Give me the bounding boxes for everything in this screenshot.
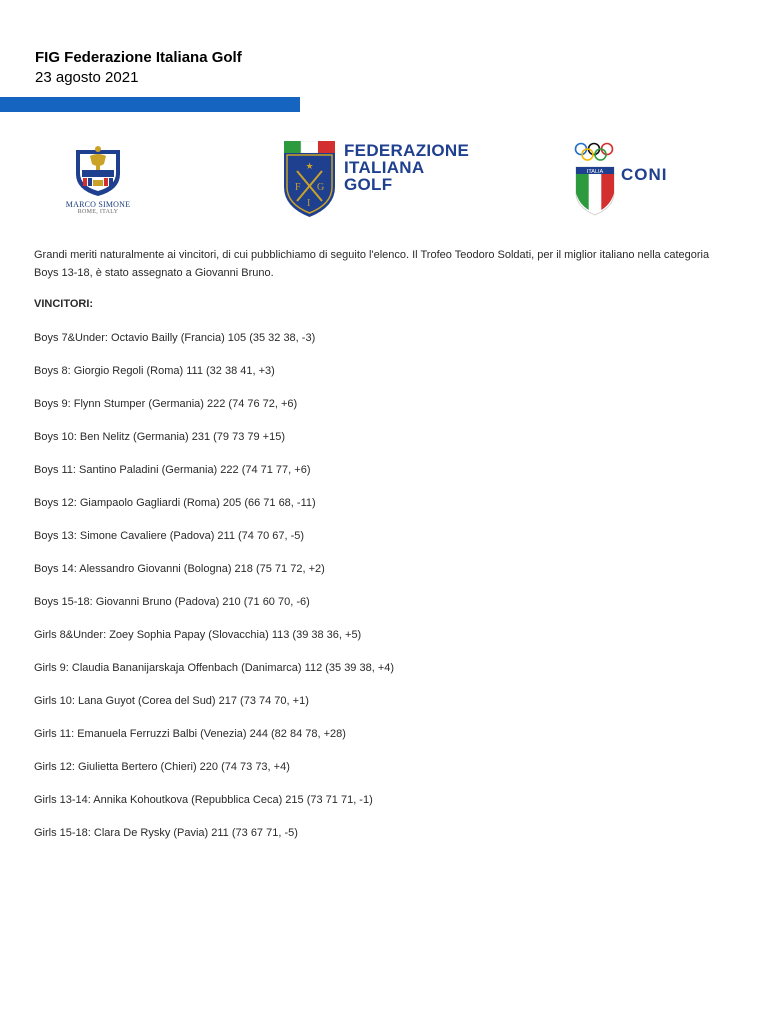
- list-item: Boys 7&Under: Octavio Bailly (Francia) 105 (35 32 38, -3): [34, 332, 316, 344]
- ryder-cup-location: ROME, ITALY: [77, 209, 119, 215]
- fig-wordmark-line2: ITALIANA: [344, 158, 425, 177]
- header-accent-bar: [0, 97, 300, 112]
- list-item: Girls 15-18: Clara De Rysky (Pavia) 211 (73 67 71, -5): [34, 827, 298, 839]
- list-item: Girls 13-14: Annika Kohoutkova (Repubblica Ceca) 215 (73 71 71, -1): [34, 794, 373, 806]
- svg-text:F: F: [295, 182, 301, 193]
- fig-wordmark-line3: GOLF: [344, 175, 393, 194]
- list-item: Boys 12: Giampaolo Gagliardi (Roma) 205 (66 71 68, -11): [34, 497, 316, 509]
- ryder-cup-venue: MARCO SIMONE: [65, 200, 131, 209]
- svg-text:G: G: [317, 182, 325, 193]
- list-item: Boys 13: Simone Cavaliere (Padova) 211 (74 70 67, -5): [34, 530, 305, 542]
- intro-paragraph: Grandi meriti naturalmente ai vincitori, di cui pubblichiamo di seguito l'elenco. Il Trofeo Teodoro Soldati, per il miglior italiano nella categoria Boys 13-18, è stato assegnato a Giovanni Bruno.: [34, 249, 710, 279]
- list-item: Boys 8: Giorgio Regoli (Roma) 111 (32 38 41, +3): [34, 365, 275, 377]
- svg-text:I: I: [307, 198, 311, 209]
- fig-wordmark-line1: FEDERAZIONE: [344, 141, 470, 160]
- coni-olympic-rings-icon: [574, 141, 620, 217]
- results-list: [34, 331, 394, 859]
- fig-wordmark: [344, 142, 469, 193]
- ryder-cup-emblem-icon: [68, 140, 128, 198]
- list-item: Boys 9: Flynn Stumper (Germania) 222 (74 76 72, +6): [34, 398, 298, 410]
- document-date: 23 agosto 2021: [35, 69, 139, 86]
- fig-logo: [282, 141, 470, 219]
- list-item: Girls 8&Under: Zoey Sophia Papay (Slovacchia) 113 (39 38 36, +5): [34, 629, 362, 641]
- list-item: Boys 11: Santino Paladini (Germania) 222 (74 71 77, +6): [34, 464, 311, 476]
- list-item: Boys 10: Ben Nelitz (Germania) 231 (79 73 79 +15): [34, 431, 285, 443]
- document-title: FIG Federazione Italiana Golf: [35, 49, 242, 66]
- coni-badge-text: ITALIA: [586, 169, 604, 175]
- list-item: Girls 10: Lana Guyot (Corea del Sud) 217 (73 74 70, +1): [34, 695, 309, 707]
- svg-text:★: ★: [305, 161, 314, 171]
- list-item: Girls 12: Giulietta Bertero (Chieri) 220 (74 73 73, +4): [34, 761, 290, 773]
- winners-heading: VINCITORI:: [34, 298, 94, 310]
- ryder-cup-logo: [58, 140, 138, 222]
- coni-wordmark: CONI: [621, 165, 668, 184]
- list-item: Boys 15-18: Giovanni Bruno (Padova) 210 (71 60 70, -6): [34, 596, 310, 608]
- fig-shield-icon: [282, 141, 338, 219]
- list-item: Girls 9: Claudia Bananijarskaja Offenbach (Danimarca) 112 (35 39 38, +4): [34, 662, 395, 674]
- list-item: Girls 11: Emanuela Ferruzzi Balbi (Venezia) 244 (82 84 78, +28): [34, 728, 346, 740]
- list-item: Boys 14: Alessandro Giovanni (Bologna) 218 (75 71 72, +2): [34, 563, 325, 575]
- coni-logo: [574, 141, 674, 217]
